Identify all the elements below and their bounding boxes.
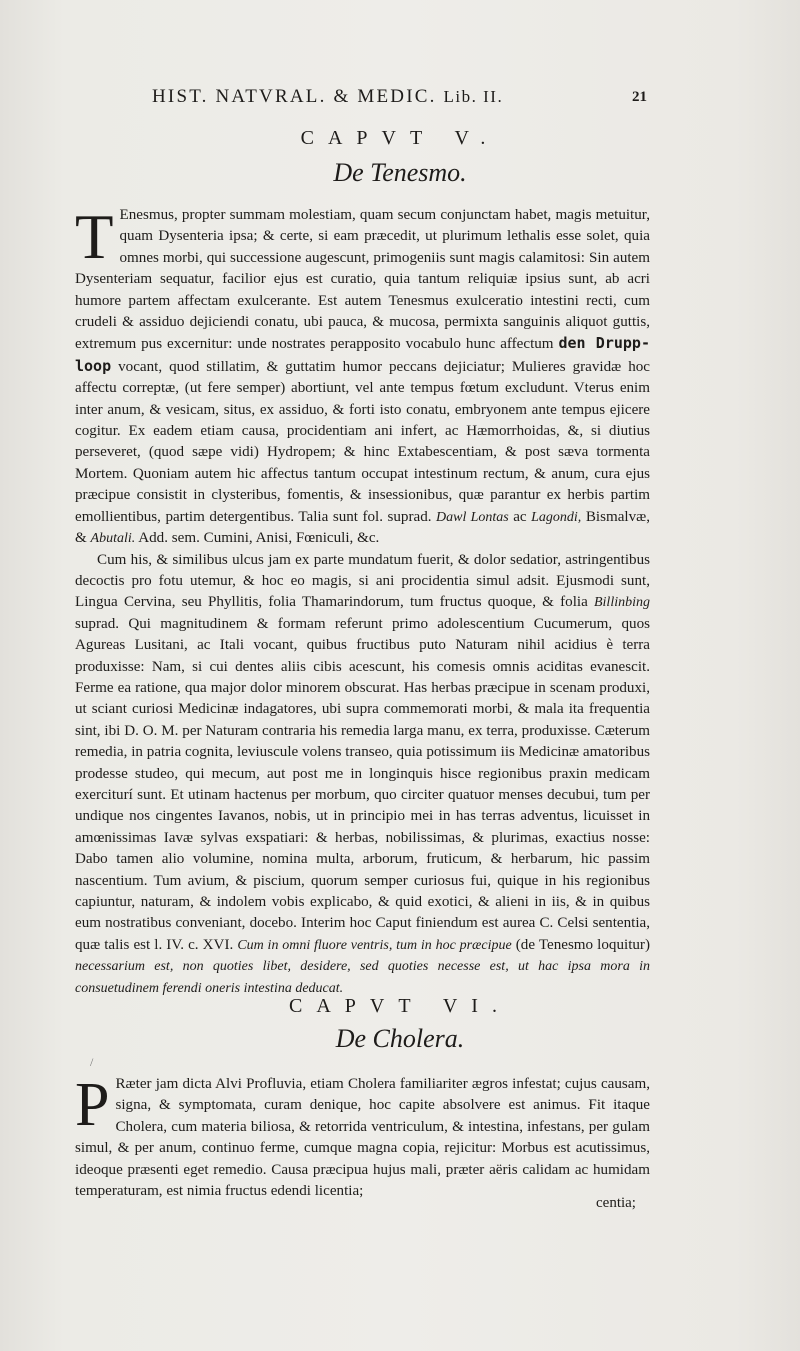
- plant-name: Billinbing: [593, 595, 650, 611]
- running-head: [152, 86, 652, 108]
- text-run: vocant, quod stillatim, & guttatim humor peccans dejiciatur; Mulieres gravidæ hoc affectu correptæ, (ut fere semper) abortiunt, vel ante tempus fœtum excludunt. Vterus enim inter anum, & vesicam, situs, ex assiduo, & forti isto conatu, embryonem ante tempus ejicere cogitur. Ex eadem etiam causa, procidentiam ani infert, ac Hæmorrhoidas, &, si diutius perseveret, (quod sæpe vidi) Hydropem; & hinc Extabescentiam, & post sæva tormenta Mortem. Quoniam autem hic affectus tantum occupat intestinum rectum, & anum, cura ejus præcipue consistit in clysteribus, fomentis, & insessionibus, quæ parantur ex herbis partim emollientibus, partim detergentibus. Talia sunt fol. suprad.: [75, 358, 650, 525]
- chapter-6-title: De Cholera.: [335, 1024, 465, 1053]
- chapter-5-body: [75, 202, 650, 999]
- chapter-5-paragraph-1: [75, 202, 650, 550]
- text-run: Ræter jam dicta Alvi Profluvia, etiam Cholera familiariter ægros infestat; cujus causam, signa, & symptomata, curam denique, hoc capite absolvere est animus. Fit itaque Cholera, cum materia biliosa, & retorrida ventriculum, & intestina, infestans, per gulam simul, & per anum, continuo ferme, cumque magna copia, rejicitur: Morbus est acutissimus, ideoque præsenti eget remedio. Causa præcipua hujus mali, præter aëris calidam ac humidam temperaturam, est nimia fructus edendi licentia;: [75, 1076, 650, 1200]
- chapter-5-title: De Tenesmo.: [333, 158, 467, 187]
- plant-name: Dawl Lontas: [436, 509, 509, 525]
- running-head-title: HIST. NATVRAL. & MEDIC.: [152, 86, 437, 107]
- chapter-6-heading: CAPVT VI.: [289, 995, 511, 1017]
- plant-name: Abutali.: [90, 531, 136, 547]
- dutch-term: den Drupp-loop: [75, 334, 650, 375]
- text-run: Enesmus, propter summam molestiam, quam secum conjunctam habet, magis metuitur, quam Dysenteria ipsa; & certe, si eam præcedit, ut plurimum lethalis esse solet, quia omnes morbi, qui successione augescunt, primogeniis sunt magis calamitosi: Sin autem Dysenteriam sequatur, facilior ejus est curatio, quia tantum reliquiæ ipsius sunt, ab acri humore partem affectam exulcerante. Est autem Tenesmus exulceratio intestini recti, cum crudeli & assiduo dejiciendi conatu, ubi pauca, & mucosa, permixta sanguinis aliquot guttis, extremum pus excernitur: unde nostrates perapposito vocabulo hunc affectum: [75, 207, 650, 353]
- chapter-6-paragraph-1: [75, 1071, 650, 1202]
- running-head-book: Lib. II.: [443, 87, 504, 106]
- chapter-6-body: [75, 1071, 650, 1202]
- text-run: Bismalvæ, &: [75, 508, 650, 547]
- catch-word: centia;: [596, 1195, 636, 1211]
- chapter-5-heading: CAPVT V.: [300, 127, 500, 149]
- drop-cap-p: P: [75, 1071, 110, 1139]
- text-run: suprad. Qui magnitudinem & formam referunt primo adolescentium Cucumerum, quos Agureas Lusitani, ac Itali vocant, quibus fructibus puto Naturam nihil acidius è terra produxisse: Nam, si cui dentes aliis cibis acescunt, his comesis omnis aciditas evanescit. Ferme ea ratione, qua major dolor minorem obscurat. Has herbas præcipue in scenam produxi, ut sciant curiosi Medicinæ indagatores, ubi supra commemorati morbi, & mala ita frequentia sint, ibi D. O. M. per Naturam contraria his remedia larga manu, ex terra, produxisse. Cæterum remedia, in patria cognita, leviuscule volens transeo, quia potissimum iis Medicinæ amatoribus prodesse studeo, qui mecum, aut post me in longinquis hisce regionibus praxin medicam exerciturí sunt. Et utinam hactenus per morbum, quo circiter quatuor menses decubui, tum per undique nos cingentes Iavanos, nobis, ut in principio mei in has terras adventus, licuisset in amœnissimas Iavæ sylvas exspatiari: & herbas, nobilissimas, & plurimas, exactius nosse: Dabo tamen alio volumine, nomina multa, arborum, fruticum, & herbarum, hic passim nascentium. Tum avium, & piscium, quorum semper curiosus fui, quique in his regionibus capiuntur, naturam, & indolem vobis explicabo, & quid exotici, & alieni in iis, & in quibus eum nostratibus conveniant, docebo. Interim hoc Caput finiendum est aurea C. Celsi sententia, quæ talis est l. IV. c. XVI.: [75, 615, 650, 953]
- text-run: (de Tenesmo loquitur): [515, 936, 650, 953]
- pen-mark: /: [90, 1055, 94, 1069]
- quotation: Cum in omni fluore ventris, tum in hoc præcipue: [237, 937, 512, 953]
- chapter-5-paragraph-2: [75, 550, 650, 1000]
- plant-name: Lagondi,: [531, 509, 582, 525]
- text-run: ac: [513, 508, 527, 525]
- text-run: Cum his, & similibus ulcus jam ex parte mundatum fuerit, & dolor sedatior, astringentibus decoctis pro fotu utemur, & hoc eo magis, si ani procidentia simul adsit. Ejusmodi sunt, Lingua Cervina, seu Phyllitis, folia Thamarindorum, tum fructus quoque, & folia: [75, 551, 650, 611]
- quotation: necessarium est, non quoties libet, desidere, sed quoties necesse est, ut hac ipsa mora in consuetudinem ferendi oneris intestina deducat.: [75, 959, 650, 996]
- text-run: Add. sem. Cumini, Anisi, Fœniculi, &c.: [138, 530, 380, 547]
- drop-cap-t: T: [75, 202, 114, 272]
- page-number: 21: [632, 89, 647, 105]
